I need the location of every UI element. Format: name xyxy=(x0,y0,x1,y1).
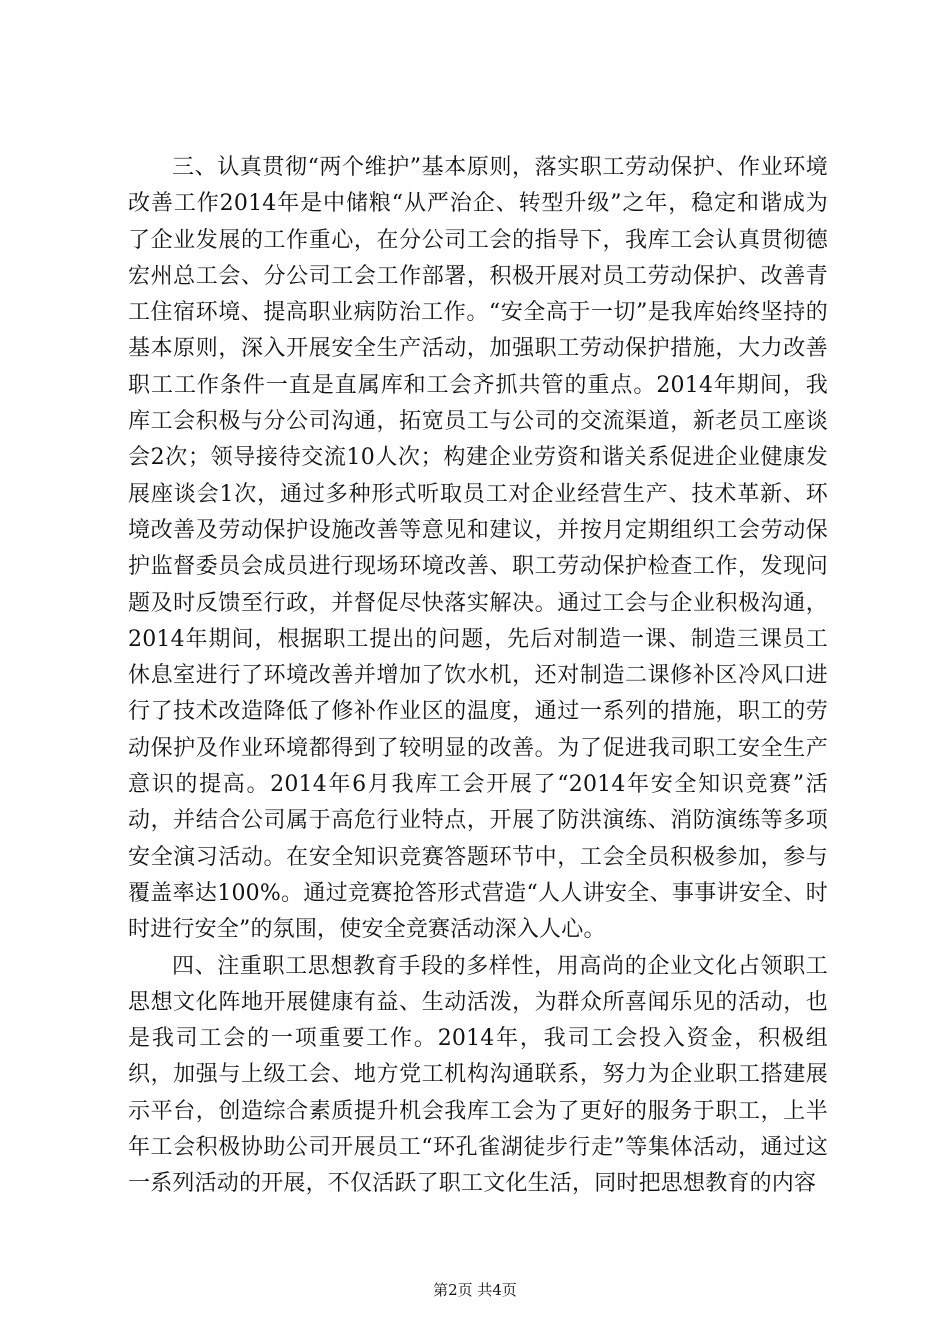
page-number-footer: 第2页 共4页 xyxy=(433,1281,517,1299)
paragraph-section-three: 三、认真贯彻“两个维护”基本原则，落实职工劳动保护、作业环境改善工作2014年是中储粮“从严治企、转型升级”之年，稳定和谐成为了企业发展的工作重心，在分公司工会的指导下，我库工会认真贯彻德宏州总工会、分公司工会工作部署，积极开展对员工劳动保护、改善青工住宿环境、提高职业病防治工作。“安全高于一切”是我库始终坚持的基本原则，深入开展安全生产活动，加强职工劳动保护措施，大力改善职工工作条件一直是直属库和工会齐抓共管的重点。2014年期间，我库工会积极与分公司沟通，拓宽员工与公司的交流渠道，新老员工座谈会2次；领导接待交流10人次；构建企业劳资和谐关系促进企业健康发展座谈会1次，通过多种形式听取员工对企业经营生产、技术革新、环境改善及劳动保护设施改善等意见和建议，并按月定期组织工会劳动保护监督委员会成员进行现场环境改善、职工劳动保护检查工作，发现问题及时反馈至行政，并督促尽快落实解决。通过工会与企业积极沟通，2014年期间，根据职工提出的问题，先后对制造一课、制造三课员工休息室进行了环境改善并增加了饮水机，还对制造二课修补区冷风口进行了技术改造降低了修补作业区的温度，通过一系列的措施，职工的劳动保护及作业环境都得到了较明显的改善。为了促进我司职工安全生产意识的提高。2014年6月我库工会开展了“2014年安全知识竞赛”活动，并结合公司属于高危行业特点，开展了防洪演练、消防演练等多项安全演习活动。在安全知识竞赛答题环节中，工会全员积极参加，参与覆盖率达100%。通过竞赛抢答形式营造“人人讲安全、事事讲安全、时时进行安全”的氛围，使安全竞赛活动深入人心。 xyxy=(128,155,828,943)
document-body xyxy=(128,150,828,1203)
paragraph-section-four: 四、注重职工思想教育手段的多样性，用高尚的企业文化占领职工思想文化阵地开展健康有益、生动活泼，为群众所喜闻乐见的活动，也是我司工会的一项重要工作。2014年，我司工会投入资金，积极组织，加强与上级工会、地方党工机构沟通联系，努力为企业职工搭建展示平台，创造综合素质提升机会我库工会为了更好的服务于职工，上半年工会积极协助公司开展员工“环孔雀湖徒步行走”等集体活动，通过这一系列活动的开展，不仅活跃了职工文化生活，同时把思想教育的内容 xyxy=(128,953,828,1197)
